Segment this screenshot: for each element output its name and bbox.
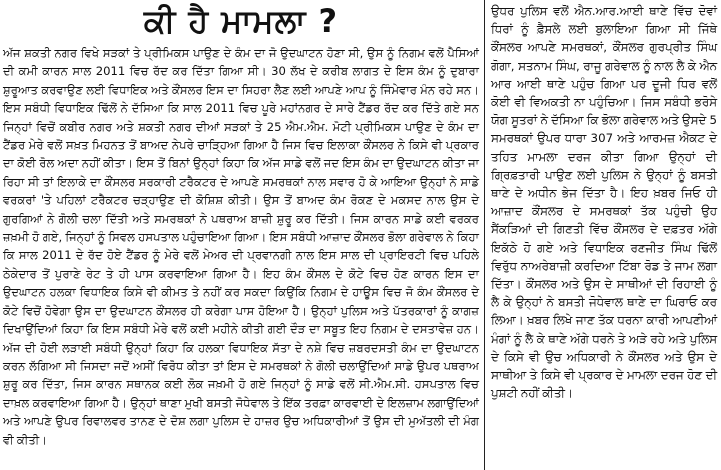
right-column (484, 0, 721, 470)
right-column-body: ਉਧਰ ਪੁਲਿਸ ਵਲੋਂ ਐਨ.ਆਰ.ਆਈ ਥਾਣੇ ਵਿੱਚ ਦੋਵਾਂ ਧਿਰਾਂ ਨੂੰ ਫ਼ੈਸਲੇ ਲਈ ਬੁਲਾਇਆ ਗਿਆ ਸੀ ਜਿੱਥੇ ਕੌਂਸਲਰ ਆਪਣੇ ਸਮਰਥਕਾਂ, ਕੌਂਸਲਰ ਗੁਰਪ੍ਰੀਤ ਸਿੰਘ ਗੋਗਾ, ਸਤਨਾਮ ਸਿੰਘ, ਰਾਜੂ ਗਰੇਵਾਲ ਨੂੰ ਨਾਲ ਲੈ ਕੇ ਐਨ ਆਰ ਆਈ ਥਾਣੇ ਪਹੁੰਚ ਗਿਆ ਪਰ ਦੂਜੀ ਧਿਰ ਵਲੋਂ ਕੋਈ ਵੀ ਵਿਅਕਤੀ ਨਾ ਪਹੁੰਚਿਆ। ਜਿਸ ਸਬੰਧੀ ਭਰੋਸੇ ਯੋਗ ਸੂਤਰਾਂ ਨੇ ਦੱਸਿਆ ਕਿ ਭੋਲਾ ਗਰੇਵਾਲ ਅਤੇ ਉਸਦੇ 5 ਸਮਰਥਕਾਂ ਉਪਰ ਧਾਰਾ 307 ਅਤੇ ਆਰਮਜ਼ ਐਕਟ ਦੇ ਤਹਿਤ ਮਾਮਲਾ ਦਰਜ ਕੀਤਾ ਗਿਆ ਉਨ੍ਹਾਂ ਦੀ ਗ੍ਰਿਫ਼ਤਾਰੀ ਪਾਉਣ ਲਈ ਪੁਲਿਸ ਨੇ ਉਨ੍ਹਾਂ ਨੂੰ ਬਸਤੀ ਥਾਣੇ ਦੇ ਅਧੀਨ ਭੇਜ ਦਿੱਤਾ ਹੈ। ਇਹ ਖ਼ਬਰ ਜਿਓ ਹੀ ਆਜ਼ਾਦ ਕੌਂਸਲਰ ਦੇ ਸਮਰਥਕਾਂ ਤੱਕ ਪਹੁੰਚੀ ਉਹ ਸੈਂਕੜਿਆਂ ਦੀ ਗਿਣਤੀ ਵਿੱਚ ਕੌਂਸਲਰ ਦੇ ਦਫ਼ਤਰ ਅੱਗੇ ਇਕੱਠੇ ਹੋ ਗਏ ਅਤੇ ਵਿਧਾਇਕ ਰਣਜੀਤ ਸਿੰਘ ਢਿੱਲੋਂ ਵਿਰੁੱਧ ਨਾਅਰੇਬਾਜ਼ੀ ਕਰਦਿਆ ਟਿੱਬਾ ਰੋਡ ਤੇ ਜਾਮ ਲਗਾ ਦਿੱਤਾ। ਕੌਂਸਲਰ ਅਤੇ ਉਸ ਦੇ ਸਾਥੀਆਂ ਦੀ ਰਿਹਾਈ ਨੂੰ ਲੈ ਕੇ ਉਨ੍ਹਾਂ ਨੇ ਬਸਤੀ ਜੋਧੇਵਾਲ ਥਾਣੇ ਦਾ ਘਿਰਾਓ ਕਰ ਲਿਆ। ਖ਼ਬਰ ਲਿਖੇ ਜਾਣ ਤੱਕ ਧਰਨਾ ਕਾਰੀ ਆਪਣੀਆਂ ਮੰਗਾਂ ਨੂੰ ਲੈ ਕੇ ਥਾਣੇ ਅੱਗੇ ਧਰਨੇ ਤੇ ਅੜੇ ਰਹੇ ਅਤੇ ਪੁਲਿਸ ਦੇ ਕਿਸੇ ਵੀ ਉਚ ਅਧਿਕਾਰੀ ਨੇ ਕੌਂਸਲਰ ਅਤੇ ਉਸ ਦੇ ਸਾਥੀਆ ਤੇ ਕਿਸੇ ਵੀ ਪ੍ਰਕਾਰ ਦੇ ਮਾਮਲਾ ਦਰਜ ਹੋਣ ਦੀ ਪੁਸ਼ਟੀ ਨਹੀਂ ਕੀਤੀ। (491, 4, 717, 401)
headline: ਕੀ ਹੈ ਮਾਮਲਾ ? (143, 2, 339, 40)
left-column-body: ਅੱਜ ਸ਼ਕਤੀ ਨਗਰ ਵਿਖੇ ਸੜਕਾਂ ਤੇ ਪ੍ਰੀਮਿਕਸ ਪਾਉਣ ਦੇ ਕੰਮ ਦਾ ਜੋ ਉਦਘਾਟਨ ਹੋਣਾ ਸੀ, ਉਸ ਨੂੰ ਨਿਗਮ ਵਲੋਂ ਪੈਸਿਆਂ ਦੀ ਕਮੀ ਕਾਰਨ ਸਾਲ 2011 ਵਿਚ ਰੱਦ ਕਰ ਦਿੱਤਾ ਗਿਆ ਸੀ। 30 ਲੱਖ ਦੇ ਕਰੀਬ ਲਾਗਤ ਦੇ ਇਸ ਕੰਮ ਨੂੰ ਦੁਬਾਰਾ ਸ਼ੁਰੂਆਤ ਕਰਵਾਉਣ ਲਈ ਵਿਧਾਇਕ ਅਤੇ ਕੌਂਸਲਰ ਇਸ ਦਾ ਸਿਹਰਾ ਲੈਣ ਲਈ ਆਪਣੇ ਆਪ ਨੂੰ ਜਿੰਮੇਵਾਰ ਮੰਨ ਰਹੇ ਸਨ। ਇਸ ਸਬੰਧੀ ਵਿਧਾਇਕ ਢਿੱਲੋਂ ਨੇ ਦੱਸਿਆ ਕਿ ਸਾਲ 2011 ਵਿਚ ਪੂਰੇ ਮਹਾਂਨਗਰ ਦੇ ਸਾਰੇ ਟੈਂਡਰ ਰੱਦ ਕਰ ਦਿੱਤੇ ਗਏ ਸਨ ਜਿਨ੍ਹਾਂ ਵਿਚੋਂ ਕਬੀਰ ਨਗਰ ਅਤੇ ਸ਼ਕਤੀ ਨਗਰ ਦੀਆਂ ਸੜਕਾਂ ਤੇ 25 ਐਮ.ਐਮ. ਮੋਟੀ ਪ੍ਰੀਮਿਕਸ ਪਾਉਣ ਦੇ ਕੰਮ ਦਾ ਟੈਂਡਰ ਮੇਰੇ ਵਲੋਂ ਸਖ਼ਤ ਮਿਹਨਤ ਤੋਂ ਬਾਅਦ ਨੇਪਰੇ ਚਾੜ੍ਹਿਆ ਗਿਆ ਹੈ ਜਿਸ ਵਿਚ ਇਲਾਕਾ ਕੌਂਸਲਰ ਨੇ ਕਿਸੇ ਵੀ ਪ੍ਰਕਾਰ ਦਾ ਕੋਈ ਰੋਲ ਅਦਾ ਨਹੀਂ ਕੀਤਾ। ਇਸ ਤੋਂ ਬਿਨਾਂ ਉਨ੍ਹਾਂ ਕਿਹਾ ਕਿ ਅੱਜ ਸਾਡੇ ਵਲੋਂ ਜਦ ਇਸ ਕੰਮ ਦਾ ਉਦਘਾਟਨ ਕੀਤਾ ਜਾ ਰਿਹਾ ਸੀ ਤਾਂ ਇਲਾਕੇ ਦਾ ਕੌਂਸਲਰ ਸਰਕਾਰੀ ਟਰੈਕਟਰ ਦੇ ਆਪਣੇ ਸਮਰਥਕਾਂ ਨਾਲ ਸਵਾਰ ਹੋ ਕੇ ਆਇਆ ਉਨ੍ਹਾਂ ਨੇ ਸਾਡੇ ਵਰਕਰਾਂ 'ਤੇ ਪਹਿਲਾਂ ਟਰੈਕਟਰ ਚੜ੍ਹਾਉਣ ਦੀ ਕੋਸ਼ਿਸ਼ ਕੀਤੀ। ਉਸ ਤੋਂ ਬਾਅਦ ਕੰਮ ਰੋਕਣ ਦੇ ਮਕਸਦ ਨਾਲ ਉਸ ਦੇ ਗੁਰਗਿਆਂ ਨੇ ਗੋਲੀ ਚਲਾ ਦਿੱਤੀ ਅਤੇ ਸਮਰਥਕਾਂ ਨੇ ਪਥਰਾਅ ਬਾਜ਼ੀ ਸ਼ੁਰੂ ਕਰ ਦਿੱਤੀ। ਜਿਸ ਕਾਰਨ ਸਾਡੇ ਕਈ ਵਰਕਰ ਜ਼ਖ਼ਮੀ ਹੋ ਗਏ, ਜਿਨ੍ਹਾਂ ਨੂੰ ਸਿਵਲ ਹਸਪਤਾਲ ਪਹੁੰਚਾਇਆ ਗਿਆ। ਇਸ ਸਬੰਧੀ ਆਜ਼ਾਦ ਕੌਂਸਲਰ ਭੋਲਾ ਗਰੇਵਾਲ ਨੇ ਕਿਹਾ ਕਿ ਸਾਲ 2011 ਦੇ ਰੱਦ ਹੋਏ ਟੈਂਡਰ ਨੂੰ ਮੇਰੇ ਵਲੋਂ ਮੇਅਰ ਦੀ ਪ੍ਰਵਾਨਗੀ ਨਾਲ ਇਸ ਸਾਲ ਦੀ ਪ੍ਰਾਇਰਟੀ ਵਿਚ ਪਹਿਲੇ ਠੇਕੇਦਾਰ ਤੋਂ ਪੁਰਾਣੇ ਰੇਟ ਤੇ ਹੀ ਪਾਸ ਕਰਵਾਇਆ ਗਿਆ ਹੈ। ਇਹ ਕੰਮ ਕੌਂਸਲ ਦੇ ਕੋਟੇ ਵਿਚ ਹੋਣ ਕਾਰਨ ਇਸ ਦਾ ਉਦਘਾਟਨ ਹਲਕਾ ਵਿਧਾਇਕ ਕਿਸੇ ਵੀ ਕੀਮਤ ਤੇ ਨਹੀਂ ਕਰ ਸਕਦਾ ਕਿਉਂਕਿ ਨਿਗਮ ਦੇ ਹਾਊਸ ਵਿਚ ਜੋ ਕੰਮ ਕੌਂਸਲਰ ਦੇ ਕੋਟੇ ਵਿਚੋਂ ਹੋਵੇਗਾ ਉਸ ਦਾ ਉਦਘਾਟਨ ਕੌਂਸਲਰ ਹੀ ਕਰੇਗਾ ਪਾਸ ਹੋਇਆ ਹੈ। ਉਨ੍ਹਾਂ ਪੁਲਿਸ ਅਤੇ ਪੱਤਰਕਾਰਾਂ ਨੂੰ ਕਾਗਜ਼ ਦਿਖਾਉਂਦਿਆਂ ਕਿਹਾ ਕਿ ਇਸ ਸਬੰਧੀ ਮੇਰੇ ਵਲੋਂ ਕਈ ਮਹੀਨੇ ਕੀਤੀ ਗਈ ਦੌੜ ਦਾ ਸਬੂਤ ਇਹ ਨਿਗਮ ਦੇ ਦਸਤਾਵੇਜ਼ ਹਨ। ਅੱਜ ਦੀ ਹੋਈ ਲੜਾਈ ਸਬੰਧੀ ਉਨ੍ਹਾਂ ਕਿਹਾ ਕਿ ਹਲਕਾ ਵਿਧਾਇਕ ਸੱਤਾ ਦੇ ਨਸ਼ੇ ਵਿਚ ਜ਼ਬਰਦਸਤੀ ਕੰਮ ਦਾ ਉਦਘਾਟਨ ਕਰਨ ਲੱਗਿਆ ਸੀ ਜਿਸਦਾ ਜਦੋਂ ਅਸੀਂ ਵਿਰੋਧ ਕੀਤਾ ਤਾਂ ਇਸ ਦੇ ਸਮਰਥਕਾਂ ਨੇ ਗੋਲੀ ਚਲਾਉਂਦਿਆਂ ਸਾਡੇ ਉਪਰ ਪਥਰਾਅ ਸ਼ੁਰੂ ਕਰ ਦਿੱਤਾ, ਜਿਸ ਕਾਰਨ ਸਥਾਨਕ ਕਈ ਲੋਕ ਜਖ਼ਮੀ ਹੋ ਗਏ ਜਿਨ੍ਹਾਂ ਨੂੰ ਸਾਡੇ ਵਲੋਂ ਸੀ.ਐਮ.ਸੀ. ਹਸਪਤਾਲ ਵਿਚ ਦਾਖ਼ਲ ਕਰਵਾਇਆ ਗਿਆ ਹੈ। ਉਨ੍ਹਾਂ ਥਾਣਾ ਮੁਖੀ ਬਸਤੀ ਜੋਧੇਵਾਲ ਤੇ ਇੱਕ ਤਰਫ਼ਾ ਕਾਰਵਾਈ ਦੇ ਇਲਜ਼ਾਮ ਲਗਾਉਂਦਿਆਂ ਅਤੇ ਆਪਣੇ ਉਪਰ ਰਿਵਾਲਵਰ ਤਾਨਣ ਦੇ ਦੋਸ਼ ਲਗਾ ਪੁਲਿਸ ਦੇ ਹਾਜ਼ਰ ਉਚ ਅਧਿਕਾਰੀਆਂ ਤੋਂ ਉਸ ਦੀ ਮੁਅੱਤਲੀ ਦੀ ਮੰਗ ਵੀ ਕੀਤੀ। (3, 46, 479, 447)
